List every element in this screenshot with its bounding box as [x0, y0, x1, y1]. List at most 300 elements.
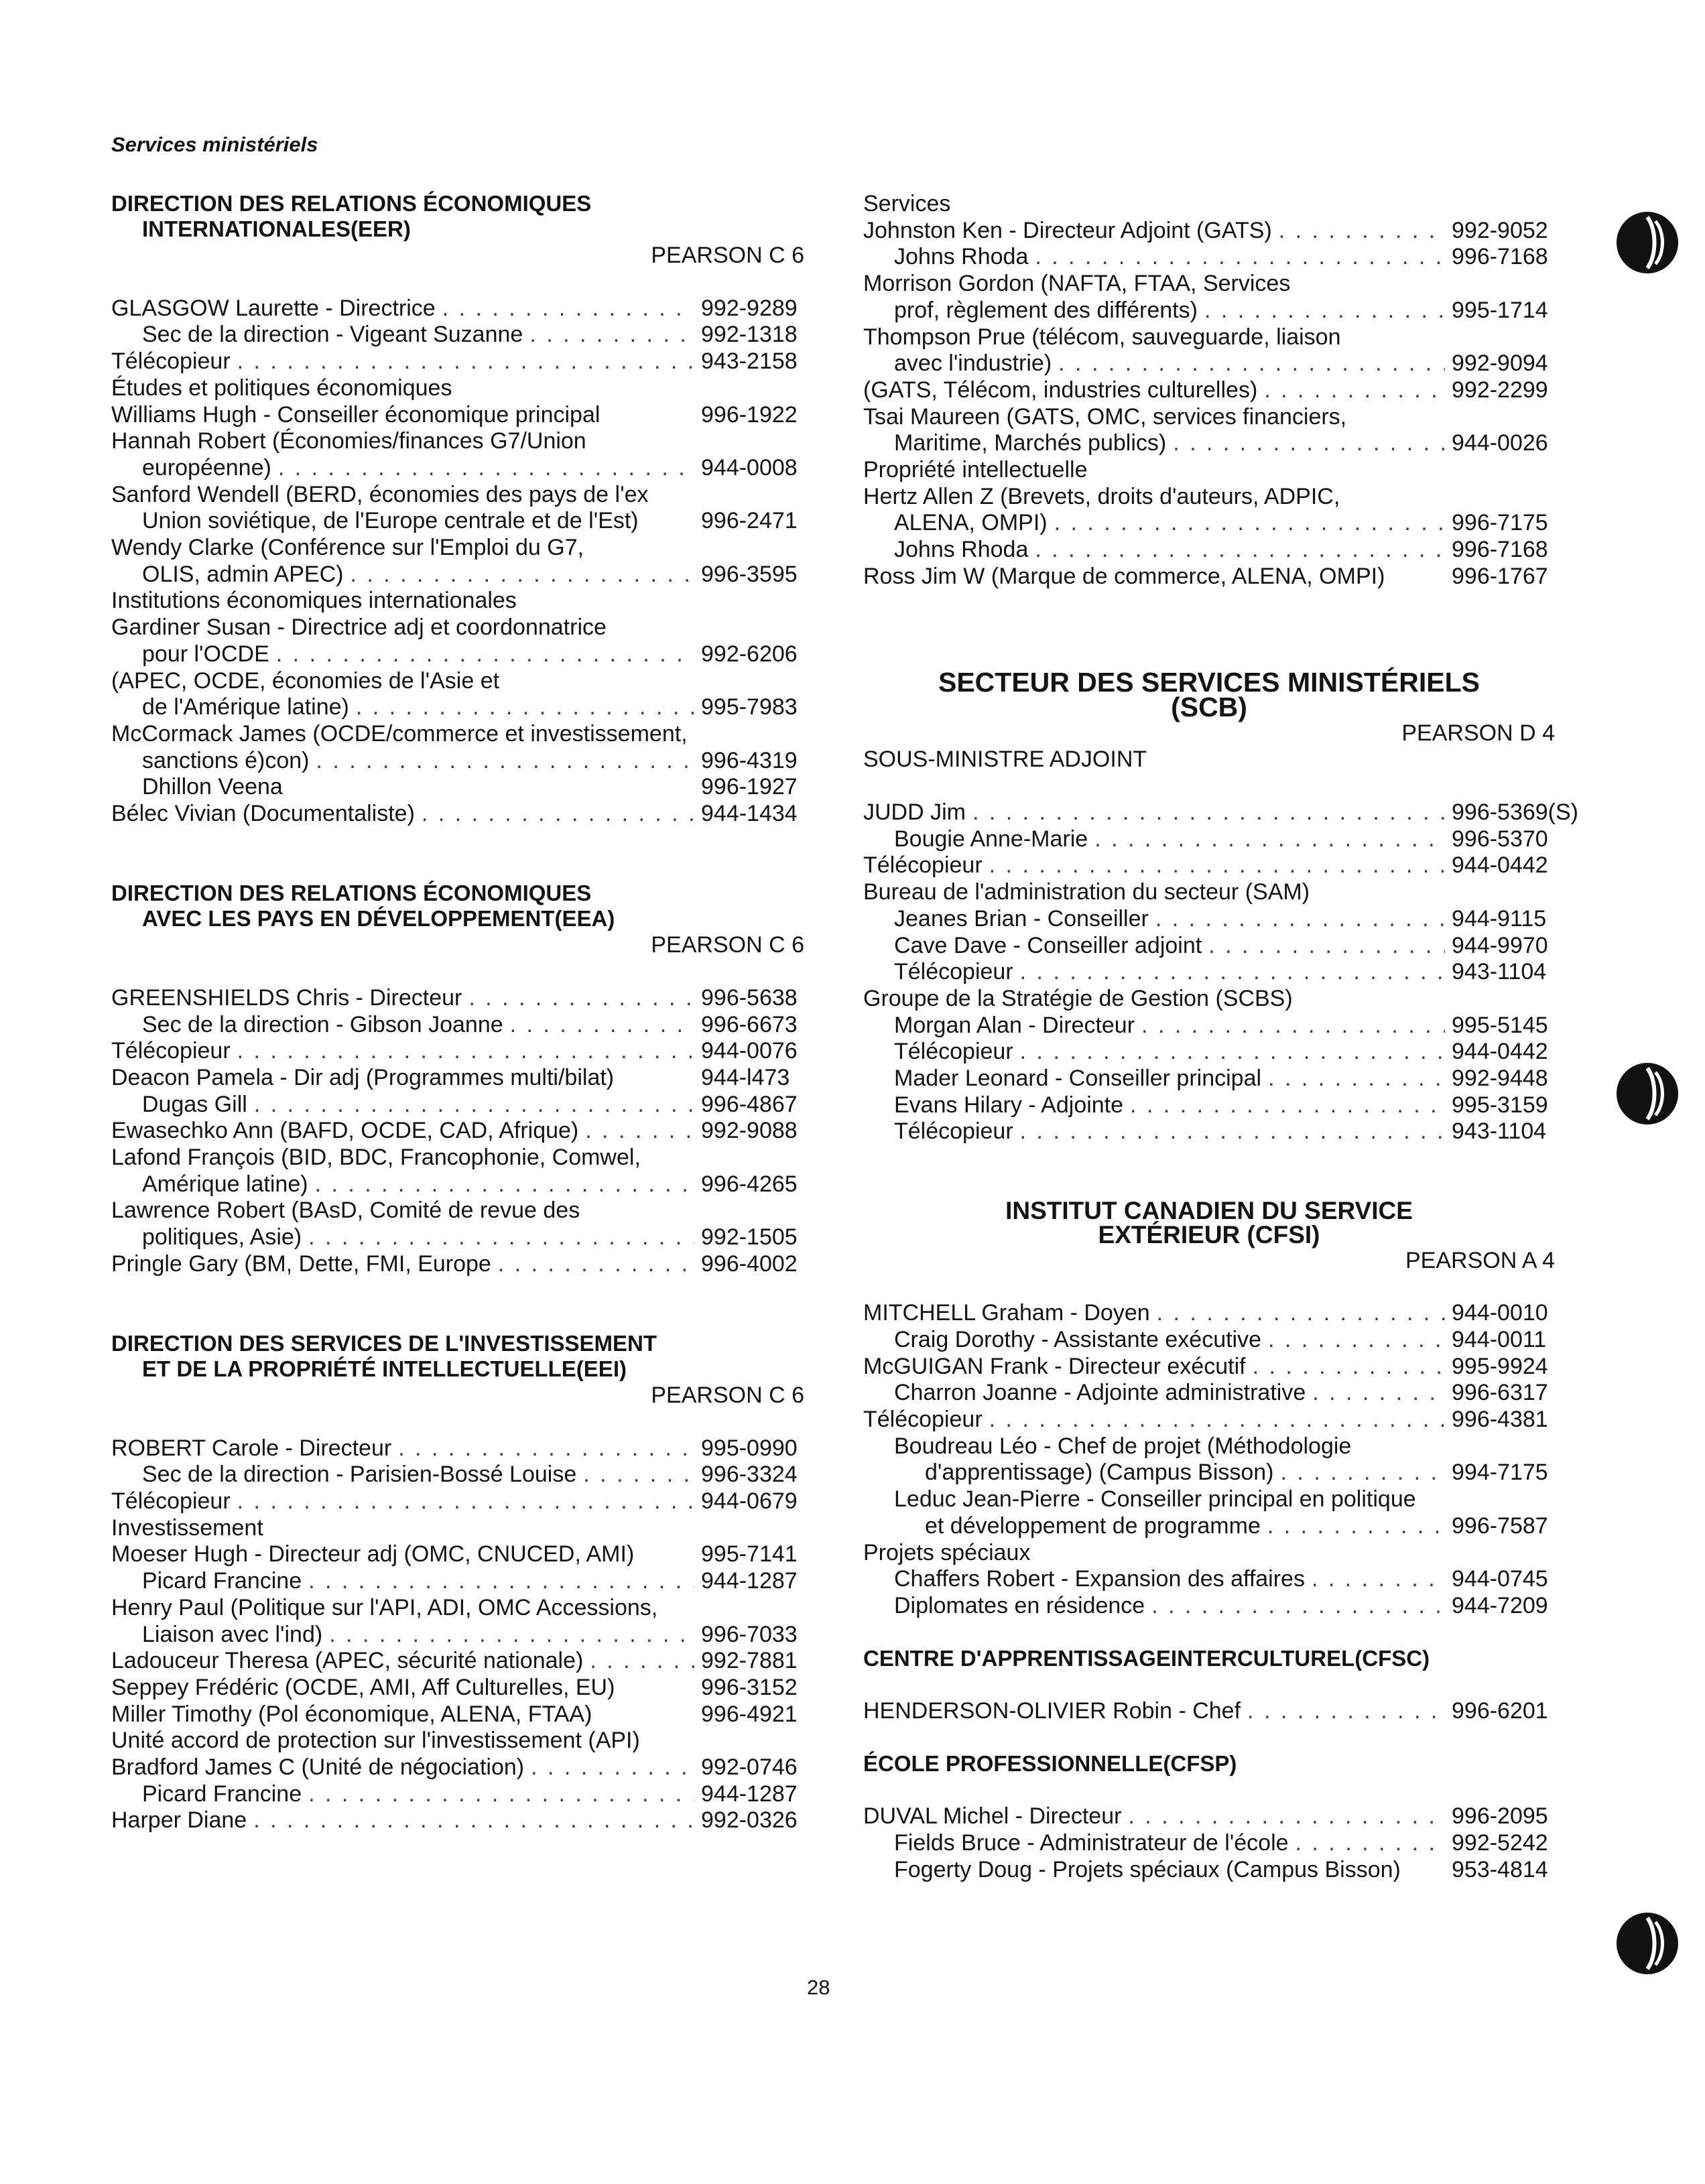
entry-name: McGUIGAN Frank - Directeur exécutif	[863, 1353, 1246, 1379]
entry-name: Charron Joanne - Adjointe administrative	[894, 1380, 1306, 1406]
directory-entry	[111, 1224, 804, 1251]
entry-phone: 996-7587	[1452, 1513, 1548, 1539]
entry-phone: 944-1287	[701, 1568, 798, 1594]
entry-name: Johnston Ken - Directeur Adjoint (GATS)	[863, 217, 1272, 243]
leader-dots	[1296, 1830, 1445, 1857]
subheading-text: Hertz Allen Z (Brevets, droits d'auteurs, ADPIC,	[863, 483, 1340, 509]
entry-phone: 996-7168	[1452, 537, 1548, 563]
right-column	[863, 191, 1579, 1883]
entry-name: Picard Francine	[142, 1568, 302, 1594]
directory-entry	[111, 1622, 804, 1649]
entry-name: Télécopieur	[894, 1039, 1013, 1065]
directory-entry	[863, 1830, 1555, 1857]
entry-phone: 992-0746	[701, 1754, 798, 1781]
section-heading	[863, 1196, 1555, 1248]
page-number: 28	[807, 1976, 830, 1999]
leader-dots	[254, 1092, 694, 1118]
entry-phone: 995-7141	[701, 1541, 798, 1567]
directory-entry	[863, 959, 1555, 986]
directory-entry	[863, 537, 1555, 564]
entry-name: JUDD Jim	[863, 799, 966, 826]
entry-name: OLIS, admin APEC)	[142, 561, 344, 587]
directory-entry	[111, 1675, 804, 1701]
entry-phone: 992-2299	[1452, 377, 1548, 403]
entry-phone: 996-5369(S)	[1452, 799, 1579, 826]
directory-entry	[863, 1593, 1555, 1620]
entry-name: DUVAL Michel - Directeur	[863, 1803, 1122, 1829]
directory-entry	[863, 852, 1555, 879]
spacer	[863, 1725, 1555, 1752]
entry-name: Craig Dorothy - Assistante exécutive	[894, 1326, 1262, 1352]
leader-dots	[529, 322, 694, 348]
directory-entry	[111, 402, 804, 429]
leader-dots	[1253, 1354, 1445, 1380]
directory-entry	[111, 1065, 804, 1092]
entry-phone: 944-0076	[701, 1038, 798, 1064]
entry-name: Harper Diane	[111, 1807, 247, 1834]
entry-phone: 944-0011	[1452, 1326, 1547, 1352]
entry-name: Sec de la direction - Gibson Joanne	[142, 1011, 503, 1037]
leader-dots	[308, 1568, 694, 1595]
leader-dots	[1268, 1327, 1445, 1354]
directory-entry	[863, 377, 1555, 404]
leader-dots	[308, 1781, 694, 1808]
entry-name: Picard Francine	[142, 1781, 302, 1807]
entry-phone: 996-4921	[701, 1701, 798, 1727]
spacer	[111, 1409, 804, 1435]
directory-entry	[863, 244, 1555, 271]
subheading-text: Lawrence Robert (BAsD, Comité de revue des	[111, 1198, 580, 1224]
spacer	[863, 1274, 1555, 1301]
leader-dots	[468, 985, 694, 1012]
office-location: PEARSON C 6	[651, 1382, 804, 1408]
leader-dots	[1128, 1803, 1445, 1830]
leader-dots	[1141, 1013, 1445, 1039]
entry-phone: 996-7033	[701, 1621, 798, 1647]
directory-entry	[863, 1013, 1555, 1039]
entry-name: Johns Rhoda	[894, 537, 1029, 563]
entry-phone: 992-9289	[701, 295, 798, 321]
leader-dots	[350, 562, 694, 588]
directory-entry	[863, 298, 1555, 324]
directory-entry	[111, 1435, 804, 1462]
section-heading	[863, 1751, 1555, 1777]
entry-phone: 944-7209	[1452, 1592, 1548, 1618]
entry-name: Dhillon Veena	[142, 774, 283, 800]
office-location: PEARSON A 4	[1405, 1247, 1555, 1273]
entry-name: Seppey Frédéric (OCDE, AMI, Aff Culturelles, EU)	[111, 1674, 615, 1700]
entry-phone: 944-0679	[701, 1488, 798, 1515]
directory-entry	[863, 430, 1555, 457]
entry-name: Ross Jim W (Marque de commerce, ALENA, OMPI)	[863, 563, 1385, 589]
subheading-text: Morrison Gordon (NAFTA, FTAA, Services	[863, 271, 1291, 297]
entry-phone: 996-6317	[1452, 1380, 1548, 1406]
subheading-text: Institutions économiques internationales	[111, 588, 517, 614]
directory-entry	[863, 1460, 1555, 1486]
leader-dots	[583, 1462, 694, 1488]
office-location: PEARSON C 6	[651, 243, 804, 268]
entry-name: Miller Timothy (Pol économique, ALENA, FTAA)	[111, 1701, 592, 1727]
entry-phone: 996-4265	[701, 1171, 798, 1197]
directory-entry	[111, 694, 804, 721]
entry-phone: 944-l473	[701, 1064, 790, 1090]
entry-name: pour l'OCDE	[142, 641, 269, 667]
directory-entry	[111, 1462, 804, 1488]
directory-entry	[863, 1857, 1555, 1884]
spacer	[111, 958, 804, 985]
directory-entry	[863, 1039, 1555, 1066]
entry-name: Morgan Alan - Directeur	[894, 1012, 1135, 1038]
entry-phone: 996-2471	[701, 508, 798, 534]
leader-dots	[585, 1118, 694, 1145]
subheading-text: Hannah Robert (Économies/finances G7/Union	[111, 428, 586, 454]
directory-entry	[111, 508, 804, 535]
entry-phone: 992-5242	[1452, 1829, 1548, 1856]
entry-name: GLASGOW Laurette - Directrice	[111, 295, 436, 321]
subheading-text: McCormack James (OCDE/commerce et investissement,	[111, 720, 688, 747]
directory-entry	[111, 1092, 804, 1118]
entry-name: Diplomates en résidence	[894, 1592, 1145, 1618]
entry-phone: 992-7881	[701, 1648, 798, 1674]
entry-phone: 996-5370	[1452, 826, 1548, 852]
entry-phone: 992-1318	[701, 322, 798, 348]
spacer	[863, 773, 1555, 799]
entry-name: Télécopieur	[111, 1038, 231, 1064]
subheading-text: Investissement	[111, 1515, 263, 1541]
subheading-text: Tsai Maureen (GATS, OMC, services financiers,	[863, 403, 1347, 430]
office-location: PEARSON D 4	[1401, 720, 1555, 746]
directory-entry	[863, 1380, 1555, 1407]
spacer	[111, 828, 804, 881]
leader-dots	[498, 1251, 694, 1278]
directory-entry	[863, 826, 1555, 853]
entry-phone: 943-1104	[1452, 959, 1547, 985]
entry-phone: 944-9970	[1452, 932, 1548, 958]
directory-entry	[863, 510, 1555, 537]
directory-entry	[111, 455, 804, 482]
leader-dots	[1155, 906, 1445, 933]
directory-entry	[111, 1251, 804, 1278]
directory-entry	[863, 1803, 1555, 1830]
leader-dots	[276, 641, 694, 668]
leader-dots	[237, 1038, 694, 1065]
leader-dots	[1204, 298, 1445, 324]
leader-dots	[510, 1012, 694, 1039]
entry-name: Johns Rhoda	[894, 244, 1029, 270]
entry-name: Télécopieur	[863, 852, 983, 879]
entry-name: Chaffers Robert - Expansion des affaires	[894, 1566, 1305, 1592]
entry-phone: 992-9052	[1452, 217, 1548, 243]
section-heading	[863, 666, 1555, 722]
subheading-text: Lafond François (BID, BDC, Francophonie, Comwel,	[111, 1145, 641, 1171]
binder-hole-icon	[1614, 209, 1681, 276]
section-heading-line: INTERNATIONALES(EER)	[142, 216, 411, 241]
leader-dots	[1035, 537, 1445, 564]
directory-entry	[111, 1171, 804, 1198]
entry-phone: 995-7983	[701, 694, 798, 720]
leader-dots	[1247, 1698, 1445, 1725]
entry-name: Moeser Hugh - Directeur adj (OMC, CNUCED, AMI)	[111, 1541, 635, 1567]
section-heading-line: AVEC LES PAYS EN DÉVELOPPEMENT(EEA)	[142, 906, 615, 932]
entry-phone: 944-9115	[1452, 905, 1547, 932]
page-header: Services ministériels	[111, 133, 318, 156]
directory-entry	[863, 1354, 1555, 1380]
subheading-text: Thompson Prue (télécom, sauveguarde, liaison	[863, 324, 1341, 350]
subheading-text: Sanford Wendell (BERD, économies des pays de l'ex	[111, 481, 649, 507]
entry-phone: 996-2095	[1452, 1803, 1548, 1829]
leader-dots	[1268, 1066, 1445, 1092]
section-heading-line: ET DE LA PROPRIÉTÉ INTELLECTUELLE(EEI)	[142, 1356, 627, 1381]
entry-name: Maritime, Marchés publics)	[894, 430, 1167, 456]
entry-phone: 996-7175	[1452, 510, 1548, 536]
entry-phone: 944-0745	[1452, 1566, 1548, 1592]
directory-entry	[111, 985, 804, 1012]
directory-entry	[111, 1568, 804, 1595]
leader-dots	[237, 348, 694, 375]
directory-entry	[111, 1488, 804, 1515]
directory-entry	[863, 1118, 1555, 1145]
entry-name: et développement de programme	[925, 1513, 1261, 1539]
leader-dots	[1157, 1300, 1445, 1327]
directory-entry	[863, 564, 1555, 590]
subheading-text: Services	[863, 191, 951, 216]
directory-entry	[111, 801, 804, 828]
subheading-text: Unité accord de protection sur l'investissement (API)	[111, 1728, 640, 1754]
entry-name: Fields Bruce - Administrateur de l'école	[894, 1829, 1289, 1856]
subheading-text: Wendy Clarke (Conférence sur l'Emploi du G7,	[111, 535, 584, 561]
section-heading-line: INSTITUT CANADIEN DU SERVICE	[1005, 1196, 1413, 1224]
entry-phone: 953-4814	[1452, 1856, 1548, 1882]
spacer	[863, 1145, 1555, 1198]
entry-name: avec l'industrie)	[894, 350, 1052, 377]
leader-dots	[422, 801, 694, 828]
entry-phone: 992-0326	[701, 1807, 798, 1834]
subheading-text: Études et politiques économiques	[111, 375, 452, 401]
entry-phone: 992-9094	[1452, 350, 1548, 377]
leader-dots	[1054, 510, 1445, 537]
entry-name: (GATS, Télécom, industries culturelles)	[863, 377, 1258, 403]
entry-phone: 944-0442	[1452, 1039, 1548, 1065]
entry-name: Mader Leonard - Conseiller principal	[894, 1066, 1262, 1092]
entry-phone: 943-1104	[1452, 1118, 1547, 1145]
section-heading-line: (SCB)	[1171, 691, 1247, 722]
entry-name: d'apprentissage) (Campus Bisson)	[925, 1460, 1274, 1486]
section-heading	[111, 881, 804, 932]
leader-dots	[1281, 1460, 1445, 1486]
entry-name: Ewasechko Ann (BAFD, OCDE, CAD, Afrique)	[111, 1118, 579, 1144]
subheading-text: Leduc Jean-Pierre - Conseiller principal en politique	[894, 1486, 1416, 1513]
leader-dots	[1264, 377, 1445, 404]
directory-entry	[111, 348, 804, 375]
entry-name: européenne)	[142, 454, 271, 480]
entry-name: Pringle Gary (BM, Dette, FMI, Europe	[111, 1250, 491, 1277]
directory-entry	[111, 1781, 804, 1808]
subheading-text: Projets spéciaux	[863, 1539, 1031, 1565]
entry-name: de l'Amérique latine)	[142, 694, 349, 720]
entry-name: Bélec Vivian (Documentaliste)	[111, 801, 415, 827]
leader-dots	[1267, 1513, 1445, 1540]
subheading-text: Boudreau Léo - Chef de projet (Méthodologie	[894, 1433, 1352, 1459]
section-heading-line: SECTEUR DES SERVICES MINISTÉRIELS	[938, 666, 1480, 698]
subheading-text: SOUS-MINISTRE ADJOINT	[863, 746, 1147, 772]
entry-name: ROBERT Carole - Directeur	[111, 1435, 392, 1461]
entry-phone: 996-3324	[701, 1462, 798, 1488]
directory-entry	[111, 1038, 804, 1065]
spacer	[111, 1278, 804, 1331]
leader-dots	[1020, 1039, 1445, 1066]
spacer	[863, 590, 1555, 670]
entry-phone: 992-9448	[1452, 1066, 1548, 1092]
subheading-text: Propriété intellectuelle	[863, 457, 1088, 483]
entry-name: Ladouceur Theresa (APEC, sécurité nationale)	[111, 1648, 584, 1674]
entry-phone: 996-1767	[1452, 563, 1548, 589]
entry-phone: 996-5638	[701, 984, 798, 1011]
entry-name: Williams Hugh - Conseiller économique principal	[111, 401, 601, 428]
leader-dots	[237, 1488, 694, 1515]
directory-entry	[863, 933, 1555, 960]
entry-name: sanctions é)con)	[142, 747, 310, 773]
directory-entry	[111, 562, 804, 588]
entry-name: Union soviétique, de l'Europe centrale et de l'Est)	[142, 508, 639, 534]
section-heading	[863, 1646, 1555, 1671]
binder-hole-icon	[1614, 1910, 1681, 1977]
leader-dots	[1312, 1566, 1445, 1593]
directory-entry	[863, 1092, 1555, 1119]
section-heading-line: ÉCOLE PROFESSIONNELLE(CFSP)	[863, 1751, 1237, 1777]
entry-phone: 944-0026	[1452, 430, 1548, 456]
directory-entry	[863, 1698, 1555, 1725]
directory-entry	[863, 350, 1555, 377]
subheading-text: Henry Paul (Politique sur l'API, ADI, OMC Accessions,	[111, 1594, 658, 1620]
directory-entry	[863, 1513, 1555, 1540]
entry-phone: 994-7175	[1452, 1460, 1548, 1486]
entry-phone: 944-1287	[701, 1781, 798, 1807]
leader-dots	[308, 1224, 694, 1251]
spacer	[111, 269, 804, 296]
office-location: PEARSON C 6	[651, 932, 804, 958]
leader-dots	[1279, 218, 1445, 245]
leader-dots	[989, 852, 1445, 879]
entry-phone: 995-3159	[1452, 1092, 1548, 1118]
spacer	[863, 1777, 1555, 1803]
spacer	[863, 1671, 1555, 1698]
directory-entry	[111, 1118, 804, 1145]
entry-phone: 996-7168	[1452, 244, 1548, 270]
directory-entry	[863, 1327, 1555, 1354]
leader-dots	[1208, 933, 1445, 960]
leader-dots	[278, 455, 694, 482]
leader-dots	[356, 694, 694, 721]
binder-hole-icon	[1614, 1060, 1681, 1127]
directory-entry	[111, 1012, 804, 1039]
section-heading	[111, 191, 804, 242]
leader-dots	[1130, 1092, 1445, 1119]
leader-dots	[1173, 430, 1445, 457]
entry-phone: 943-2158	[701, 348, 798, 375]
section-heading-line: DIRECTION DES RELATIONS ÉCONOMIQUES	[111, 191, 592, 216]
entry-name: Sec de la direction - Parisien-Bossé Louise	[142, 1462, 577, 1488]
entry-name: Deacon Pamela - Dir adj (Programmes multi/bilat)	[111, 1064, 615, 1090]
directory-entry	[111, 641, 804, 668]
leader-dots	[316, 748, 694, 775]
entry-phone: 996-6201	[1452, 1698, 1548, 1724]
leader-dots	[1035, 244, 1445, 271]
leader-dots	[1151, 1593, 1445, 1620]
leader-dots	[972, 799, 1445, 826]
entry-name: Fogerty Doug - Projets spéciaux (Campus Bisson)	[894, 1856, 1401, 1882]
entry-phone: 944-0008	[701, 454, 798, 480]
entry-name: Amérique latine)	[142, 1171, 308, 1197]
directory-entry	[863, 1300, 1555, 1327]
entry-name: Jeanes Brian - Conseiller	[894, 905, 1149, 932]
entry-phone: 996-1922	[701, 401, 798, 428]
entry-name: Bradford James C (Unité de négociation)	[111, 1754, 525, 1781]
entry-name: Liaison avec l'ind)	[142, 1621, 323, 1647]
entry-phone: 995-9924	[1452, 1353, 1548, 1379]
entry-name: Evans Hilary - Adjointe	[894, 1092, 1124, 1118]
entry-name: MITCHELL Graham - Doyen	[863, 1300, 1150, 1326]
leader-dots	[1058, 350, 1445, 377]
leader-dots	[531, 1754, 694, 1781]
entry-phone: 944-0010	[1452, 1300, 1548, 1326]
directory-entry	[863, 1066, 1555, 1092]
entry-phone: 996-3152	[701, 1674, 798, 1700]
entry-phone: 944-0442	[1452, 852, 1548, 879]
directory-entry	[111, 1541, 804, 1568]
entry-name: Télécopieur	[111, 1488, 231, 1515]
entry-phone: 996-4319	[701, 747, 798, 773]
entry-name: Cave Dave - Conseiller adjoint	[894, 932, 1202, 958]
subheading-text: Gardiner Susan - Directrice adj et coordonnatrice	[111, 615, 607, 641]
leader-dots	[329, 1622, 694, 1649]
directory-entry	[863, 906, 1555, 933]
entry-name: Télécopieur	[111, 348, 231, 375]
entry-phone: 996-4867	[701, 1091, 798, 1117]
entry-phone: 996-4002	[701, 1250, 798, 1277]
entry-phone: 996-4381	[1452, 1407, 1548, 1433]
entry-phone: 992-1505	[701, 1224, 798, 1250]
entry-phone: 992-6206	[701, 641, 798, 667]
leader-dots	[315, 1171, 694, 1198]
directory-entry	[111, 296, 804, 322]
entry-name: ALENA, OMPI)	[894, 510, 1048, 536]
directory-entry	[111, 1701, 804, 1728]
directory-entry	[111, 322, 804, 348]
directory-entry	[863, 218, 1555, 245]
entry-phone: 996-3595	[701, 561, 798, 587]
entry-phone: 992-9088	[701, 1118, 798, 1144]
section-heading-line: EXTÉRIEUR (CFSI)	[1098, 1220, 1320, 1248]
directory-entry	[863, 799, 1579, 826]
section-heading-line: CENTRE D'APPRENTISSAGEINTERCULTUREL(CFSC)	[863, 1646, 1430, 1671]
entry-phone: 996-6673	[701, 1011, 798, 1037]
directory-entry	[863, 1566, 1555, 1593]
directory-entry	[111, 774, 804, 801]
entry-name: GREENSHIELDS Chris - Directeur	[111, 984, 462, 1011]
entry-name: politiques, Asie)	[142, 1224, 302, 1250]
entry-phone: 995-5145	[1452, 1012, 1548, 1038]
section-heading-line: DIRECTION DES SERVICES DE L'INVESTISSEMENT	[111, 1330, 657, 1356]
entry-name: Télécopieur	[894, 959, 1013, 985]
section-heading	[111, 1331, 804, 1382]
section-heading-line: DIRECTION DES RELATIONS ÉCONOMIQUES	[111, 881, 592, 906]
leader-dots	[442, 296, 694, 322]
entry-name: Bougie Anne-Marie	[894, 826, 1088, 852]
directory-entry	[111, 748, 804, 775]
subheading-text: Groupe de la Stratégie de Gestion (SCBS)	[863, 985, 1293, 1011]
directory-entry	[111, 1807, 804, 1834]
entry-phone: 995-0990	[701, 1435, 798, 1461]
